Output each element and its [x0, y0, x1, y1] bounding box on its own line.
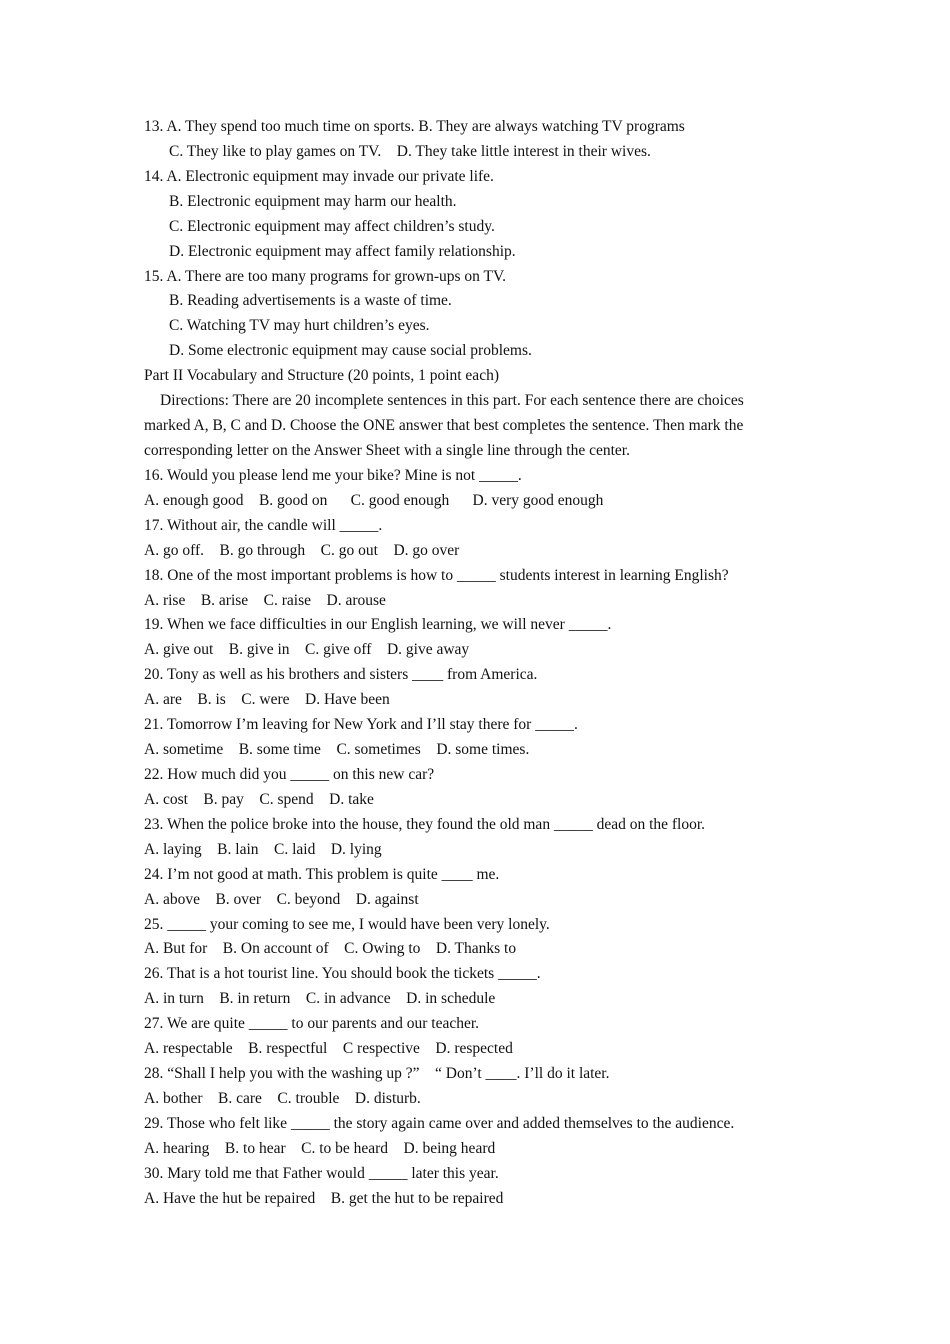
text-line: B. Reading advertisements is a waste of time. [169, 292, 452, 310]
text-line: 26. That is a hot tourist line. You should book the tickets _____. [144, 965, 541, 983]
text-line: A. hearing B. to hear C. to be heard D. being heard [144, 1139, 496, 1157]
text-line: 29. Those who felt like _____ the story again came over and added themselves to the audience. [144, 1114, 735, 1132]
text-line: A. laying B. lain C. laid D. lying [144, 840, 382, 858]
text-line: A. But for B. On account of C. Owing to D. Thanks to [144, 940, 517, 958]
document-page [0, 115, 950, 1212]
text-line: A. Have the hut be repaired B. get the hut to be repaired [144, 1189, 504, 1207]
text-line: A. are B. is C. were D. Have been [144, 691, 390, 709]
text-line: A. respectable B. respectful C respective D. respected [144, 1040, 513, 1058]
text-line: 19. When we face difficulties in our English learning, we will never _____. [144, 616, 612, 634]
text-line: A. in turn B. in return C. in advance D. in schedule [144, 990, 496, 1008]
text-line: A. cost B. pay C. spend D. take [144, 790, 374, 808]
text-line: Directions: There are 20 incomplete sentences in this part. For each sentence there are choices [160, 392, 744, 410]
text-line: 17. Without air, the candle will _____. [144, 516, 383, 534]
text-line: 15. A. There are too many programs for grown-ups on TV. [144, 267, 507, 285]
text-line: 18. One of the most important problems is how to _____ students interest in learning English? [144, 566, 729, 584]
text-line: 21. Tomorrow I’m leaving for New York and I’ll stay there for _____. [144, 716, 578, 734]
text-line: C. They like to play games on TV. D. They take little interest in their wives. [169, 142, 651, 160]
text-line: 28. “Shall I help you with the washing up ?” “ Don’t ____. I’ll do it later. [144, 1065, 610, 1083]
text-line: 14. A. Electronic equipment may invade our private life. [144, 167, 494, 185]
text-line: 30. Mary told me that Father would _____ later this year. [144, 1164, 499, 1182]
text-line: 23. When the police broke into the house, they found the old man _____ dead on the floor. [144, 815, 706, 833]
text-line: A. give out B. give in C. give off D. give away [144, 641, 470, 659]
text-line: B. Electronic equipment may harm our health. [169, 192, 457, 210]
text-line: A. enough good B. good on C. good enough D. very good enough [144, 491, 604, 509]
text-line: A. go off. B. go through C. go out D. go over [144, 541, 460, 559]
text-line: Part II Vocabulary and Structure (20 points, 1 point each) [144, 367, 499, 385]
text-line: C. Electronic equipment may affect children’s study. [169, 217, 495, 235]
text-line: A. sometime B. some time C. sometimes D. some times. [144, 741, 530, 759]
text-line: 20. Tony as well as his brothers and sisters ____ from America. [144, 666, 538, 684]
text-line: marked A, B, C and D. Choose the ONE answer that best completes the sentence. Then mark the [144, 417, 744, 435]
text-line: 16. Would you please lend me your bike? Mine is not _____. [144, 466, 522, 484]
text-line: A. bother B. care C. trouble D. disturb. [144, 1089, 421, 1107]
text-line: 13. A. They spend too much time on sports. B. They are always watching TV programs [144, 118, 685, 135]
text-line: 24. I’m not good at math. This problem is quite ____ me. [144, 865, 500, 883]
text-line: corresponding letter on the Answer Sheet with a single line through the center. [144, 441, 630, 459]
text-line: C. Watching TV may hurt children’s eyes. [169, 317, 430, 335]
text-line: D. Electronic equipment may affect family relationship. [169, 242, 516, 260]
text-line: D. Some electronic equipment may cause social problems. [169, 342, 532, 360]
text-line: 22. How much did you _____ on this new car? [144, 765, 435, 783]
text-line: 27. We are quite _____ to our parents and our teacher. [144, 1015, 480, 1033]
text-line: A. rise B. arise C. raise D. arouse [144, 591, 386, 609]
text-line: A. above B. over C. beyond D. against [144, 890, 419, 908]
text-line: 25. _____ your coming to see me, I would have been very lonely. [144, 915, 550, 933]
